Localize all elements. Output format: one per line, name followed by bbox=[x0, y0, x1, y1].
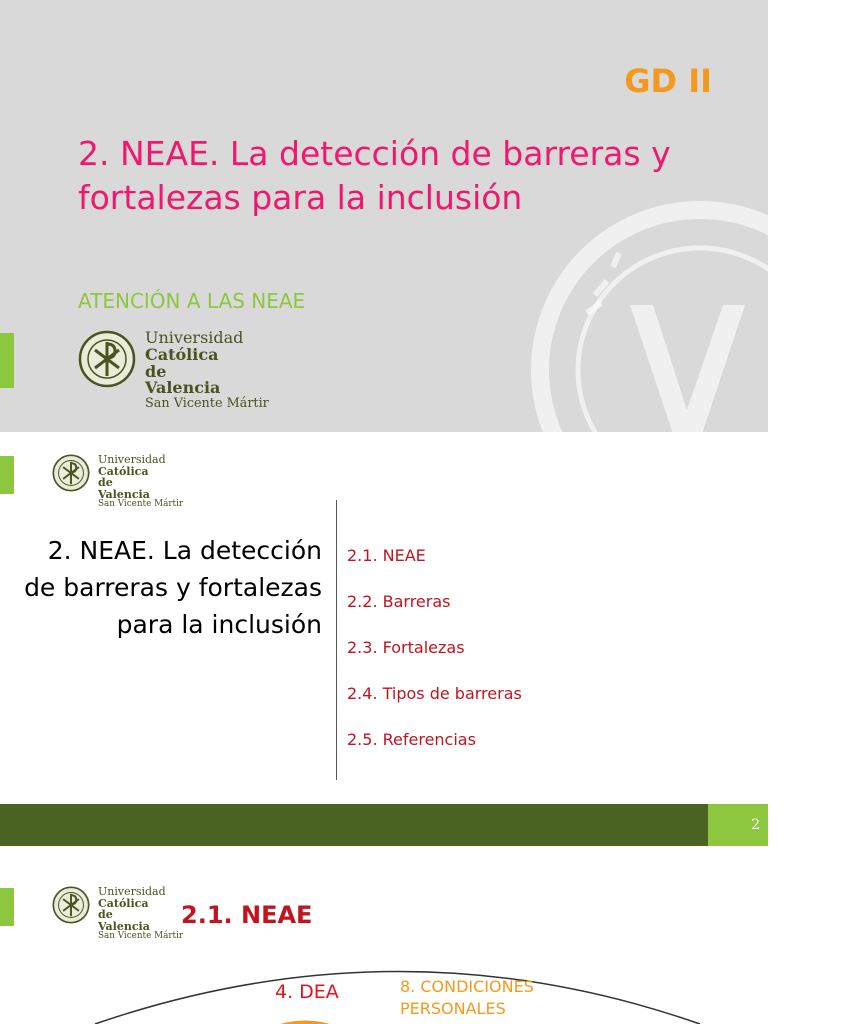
title-slide bbox=[0, 0, 768, 432]
toc-item[interactable]: 2.2. Barreras bbox=[347, 592, 451, 611]
university-logo bbox=[52, 453, 184, 510]
university-crest-icon bbox=[52, 454, 90, 492]
divider bbox=[336, 500, 337, 780]
toc-item[interactable]: 2.5. Referencias bbox=[347, 730, 476, 749]
slide-subtitle: ATENCIÓN A LAS NEAE bbox=[78, 289, 306, 313]
accent-bar bbox=[0, 456, 14, 494]
table-of-contents bbox=[347, 542, 522, 772]
page-number: 2 bbox=[708, 804, 768, 846]
diagram-item-condiciones: 8. CONDICIONES PERSONALES bbox=[400, 977, 534, 1018]
slide-title: 2. NEAE. La detección de barreras y fortalezas para la inclusión bbox=[78, 134, 671, 217]
university-name: Universidad Católica de Valencia San Vicente Mártir bbox=[98, 453, 184, 510]
university-crest-icon bbox=[52, 886, 90, 924]
index-slide bbox=[0, 432, 768, 846]
footer-bar bbox=[0, 804, 708, 846]
accent-bar bbox=[0, 333, 14, 388]
university-logo bbox=[78, 328, 269, 412]
slide-title: 2.1. NEAE bbox=[181, 901, 313, 929]
neae-slide bbox=[0, 864, 768, 1024]
section-heading: 2. NEAE. La detección de barreras y fortalezas para la inclusión bbox=[24, 536, 322, 639]
university-logo bbox=[52, 885, 184, 942]
university-name: Universidad Católica de Valencia San Vicente Mártir bbox=[145, 328, 269, 412]
course-tag: GD II bbox=[624, 62, 712, 100]
diagram-item-dea: 4. DEA bbox=[275, 981, 339, 1003]
toc-item[interactable]: 2.3. Fortalezas bbox=[347, 638, 465, 657]
university-name: Universidad Católica de Valencia San Vicente Mártir bbox=[98, 885, 184, 942]
university-crest-icon bbox=[78, 330, 136, 388]
toc-item[interactable]: 2.4. Tipos de barreras bbox=[347, 684, 522, 703]
accent-bar bbox=[0, 888, 14, 926]
diagram-ellipse bbox=[0, 939, 768, 1024]
toc-item[interactable]: 2.1. NEAE bbox=[347, 546, 426, 565]
